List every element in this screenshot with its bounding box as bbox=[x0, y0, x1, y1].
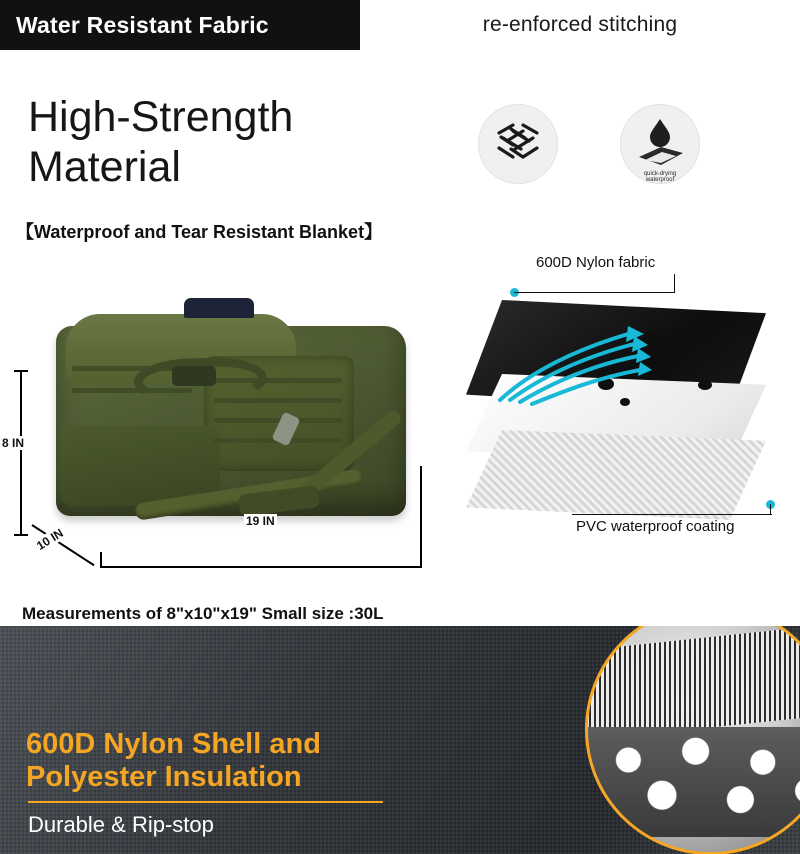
bottom-divider bbox=[28, 801, 383, 803]
svg-text:waterproof: waterproof bbox=[645, 177, 675, 183]
hollow-fiber-tubes bbox=[585, 727, 800, 837]
width-dimension-cap-right bbox=[420, 466, 422, 568]
headline bbox=[28, 92, 448, 192]
shoulder-strap bbox=[134, 438, 424, 548]
pvc-coating-layer bbox=[466, 430, 766, 520]
bottom-callout-label: PVC waterproof coating bbox=[576, 518, 735, 535]
handle-grip-wrap bbox=[172, 366, 216, 386]
height-dimension-cap-top bbox=[14, 370, 28, 372]
bag-navy-accent bbox=[184, 298, 254, 318]
water-resistant-badge bbox=[0, 0, 360, 50]
depth-dimension-label: 10 IN bbox=[33, 525, 66, 553]
measurements-note: Measurements of 8"x10"x19" Small size :30L bbox=[22, 604, 384, 623]
fiber-strands bbox=[585, 626, 800, 742]
width-dimension-cap-left bbox=[100, 552, 102, 568]
bottom-feature-panel bbox=[0, 626, 800, 854]
top-callout-line bbox=[514, 292, 674, 293]
height-dimension-cap-bottom bbox=[14, 534, 28, 536]
subheadline: 【Waterproof and Tear Resistant Blanket】 bbox=[16, 222, 383, 242]
height-dimension-line bbox=[20, 370, 22, 536]
woven-fabric-icon-glyph bbox=[479, 105, 557, 183]
water-droplet bbox=[678, 352, 689, 360]
bottom-title-line-2: Polyester Insulation bbox=[26, 761, 302, 793]
product-photo bbox=[2, 266, 444, 596]
height-dimension-label: 8 IN bbox=[2, 436, 25, 450]
stitching-badge bbox=[360, 0, 800, 50]
width-dimension-line bbox=[100, 566, 422, 568]
stitching-label: re-enforced stitching bbox=[482, 13, 678, 36]
bottom-callout-riser bbox=[770, 504, 771, 515]
woven-fabric-icon bbox=[478, 104, 558, 184]
svg-text:quick-drying: quick-drying bbox=[643, 171, 677, 177]
bottom-title-line-1: 600D Nylon Shell and bbox=[26, 728, 321, 760]
water-repel-arrows bbox=[488, 304, 668, 414]
bottom-title bbox=[26, 728, 446, 794]
fiber-closeup-photo bbox=[585, 626, 800, 854]
water-droplet bbox=[698, 380, 712, 390]
bottom-subtitle: Durable & Rip-stop bbox=[28, 812, 214, 837]
top-banner bbox=[0, 0, 800, 50]
bottom-callout-line bbox=[572, 514, 772, 515]
fabric-layer-diagram bbox=[448, 252, 794, 552]
quick-dry-icon bbox=[620, 104, 700, 184]
water-resistant-label: Water Resistant Fabric bbox=[16, 11, 269, 38]
width-dimension-label: 19 IN bbox=[246, 514, 275, 528]
headline-line-2: Material bbox=[28, 143, 181, 191]
top-callout-riser bbox=[674, 274, 675, 293]
top-callout-label: 600D Nylon fabric bbox=[536, 254, 656, 271]
headline-line-1: High-Strength bbox=[28, 93, 294, 141]
quick-dry-icon-glyph bbox=[621, 105, 699, 183]
